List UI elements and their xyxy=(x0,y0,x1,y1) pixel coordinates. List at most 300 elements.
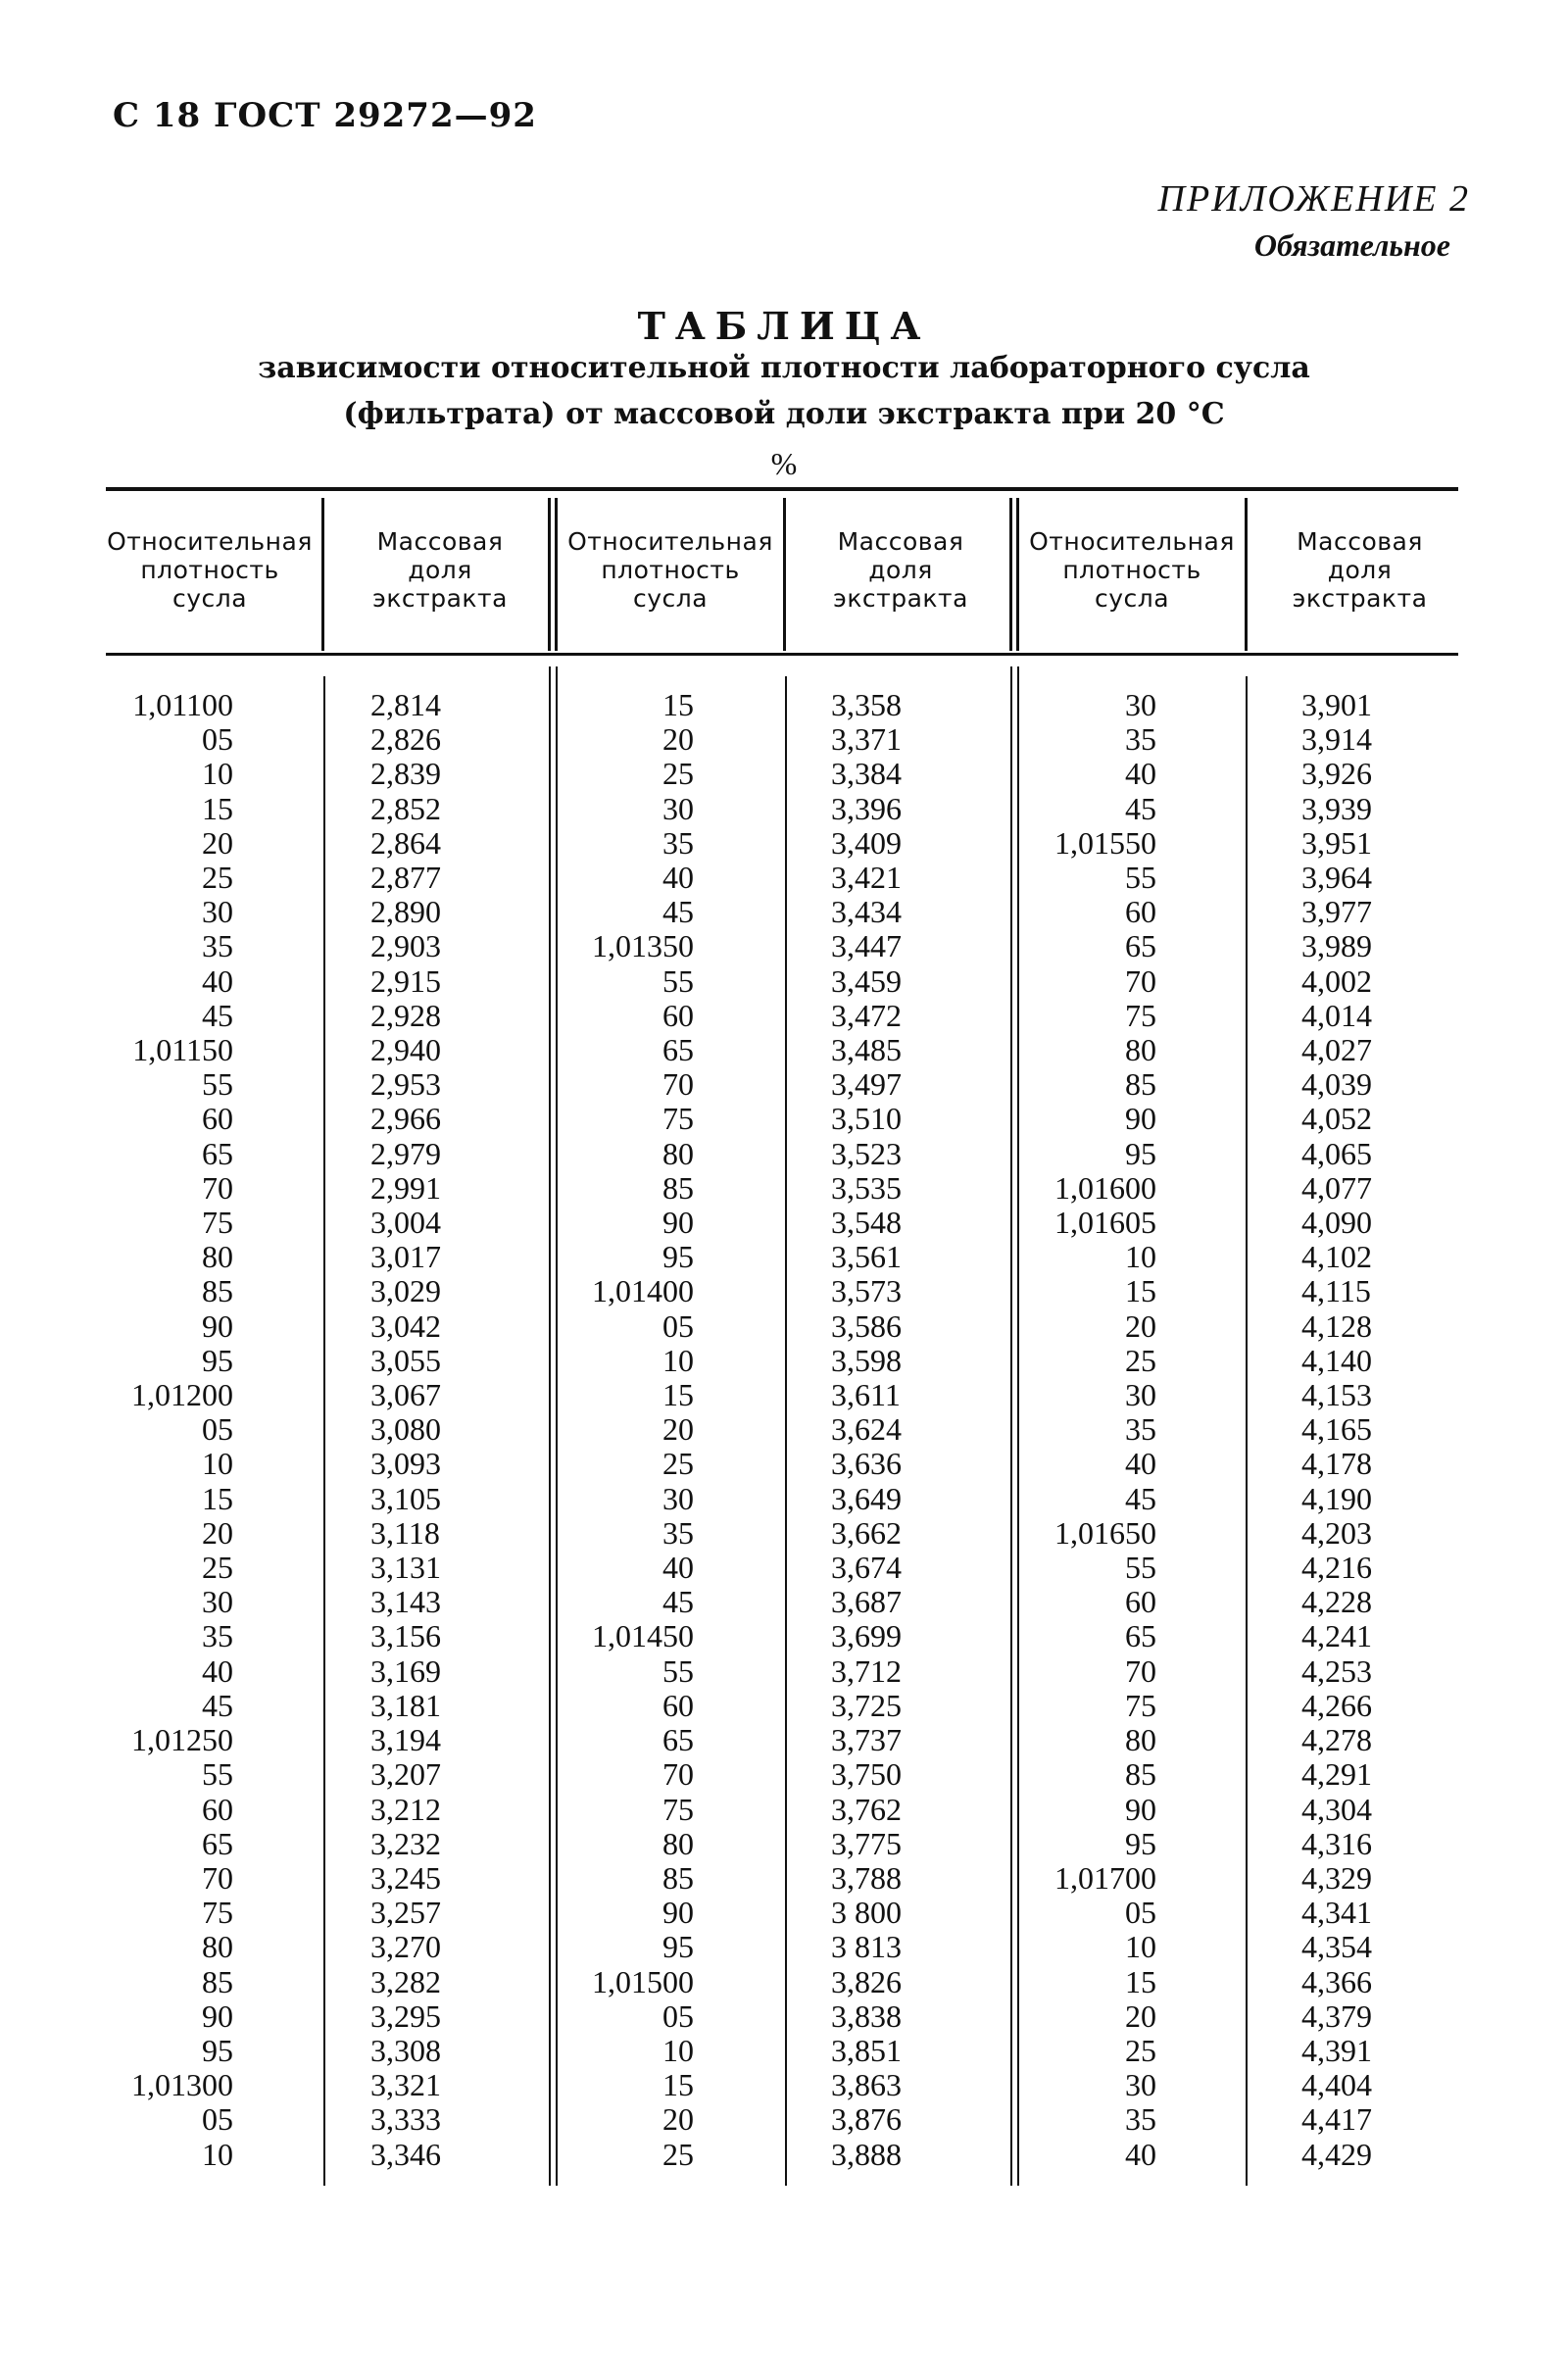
table-cell: 4,140 xyxy=(1301,1342,1372,1378)
table-cell: 60 xyxy=(662,997,694,1033)
header-line: Массовая xyxy=(837,527,964,556)
table-cell: 3,788 xyxy=(831,1859,902,1896)
header-line: сусла xyxy=(172,584,248,613)
table-cell: 1,01400 xyxy=(592,1273,694,1309)
table-cell: 3,067 xyxy=(370,1377,441,1413)
column-header-extract-2 xyxy=(792,527,1009,613)
table-cell: 3,888 xyxy=(831,2136,902,2172)
table-cell: 3,257 xyxy=(370,1895,441,1931)
table-cell: 3,105 xyxy=(370,1480,441,1516)
table-cell: 1,01100 xyxy=(132,687,233,722)
table-cell: 3,586 xyxy=(831,1307,902,1344)
table-cell: 2,953 xyxy=(370,1066,441,1103)
table-cell: 3,447 xyxy=(831,928,902,964)
table-cell: 3 813 xyxy=(831,1929,902,1965)
table-cell: 1,01605 xyxy=(1054,1205,1156,1241)
table-cell: 25 xyxy=(662,1446,694,1482)
table-cell: 3,712 xyxy=(831,1652,902,1689)
table-cell: 4,404 xyxy=(1301,2067,1372,2103)
table-cell: 4,417 xyxy=(1301,2101,1372,2138)
table-cell: 3,308 xyxy=(370,2032,441,2068)
table-cell: 70 xyxy=(1125,1652,1156,1689)
table-cell: 3,826 xyxy=(831,1963,902,1999)
table-cell: 4,203 xyxy=(1301,1514,1372,1551)
column-divider-double xyxy=(555,498,558,651)
table-cell: 85 xyxy=(662,1169,694,1206)
table-cell: 40 xyxy=(662,860,694,896)
table-cell: 10 xyxy=(662,1342,694,1378)
table-cell: 4,266 xyxy=(1301,1687,1372,1723)
table-cell: 15 xyxy=(1125,1273,1156,1309)
table-cell: 10 xyxy=(202,756,233,792)
table-cell: 75 xyxy=(662,1791,694,1827)
column-extract-2 xyxy=(831,688,978,2172)
header-line: доля xyxy=(408,556,472,584)
table-cell: 4,253 xyxy=(1301,1652,1372,1689)
table-cell: 60 xyxy=(662,1687,694,1723)
table-cell: 4,316 xyxy=(1301,1825,1372,1861)
table-cell: 3,131 xyxy=(370,1550,441,1586)
table-cell: 55 xyxy=(202,1066,233,1103)
table-cell: 25 xyxy=(202,860,233,896)
table-cell: 30 xyxy=(662,1480,694,1516)
table-cell: 15 xyxy=(662,687,694,722)
table-cell: 3,029 xyxy=(370,1273,441,1309)
header-line: Массовая xyxy=(376,527,504,556)
table-cell: 1,01550 xyxy=(1054,824,1156,861)
table-cell: 2,979 xyxy=(370,1135,441,1171)
table-cell: 3,876 xyxy=(831,2101,902,2138)
header-line: плотность xyxy=(601,556,740,584)
page-header: С 18 ГОСТ 29272—92 xyxy=(113,96,537,135)
table-cell: 2,839 xyxy=(370,756,441,792)
header-line: экстракта xyxy=(833,584,968,613)
header-line: экстракта xyxy=(372,584,508,613)
table-cell: 85 xyxy=(202,1963,233,1999)
table-cell: 70 xyxy=(1125,962,1156,999)
table-cell: 3,535 xyxy=(831,1169,902,1206)
table-cell: 1,01700 xyxy=(1054,1859,1156,1896)
table-cell: 3,750 xyxy=(831,1756,902,1793)
table-cell: 70 xyxy=(662,1066,694,1103)
table-cell: 05 xyxy=(202,721,233,758)
table-cell: 10 xyxy=(1125,1929,1156,1965)
header-line: Относительная xyxy=(567,527,773,556)
table-cell: 3,674 xyxy=(831,1550,902,1586)
table-cell: 25 xyxy=(1125,1342,1156,1378)
table-cell: 45 xyxy=(202,1687,233,1723)
table-cell: 65 xyxy=(662,1032,694,1068)
table-cell: 2,915 xyxy=(370,962,441,999)
table-cell: 3,939 xyxy=(1301,790,1372,826)
table-cell: 3,017 xyxy=(370,1239,441,1275)
column-header-density-3 xyxy=(1020,527,1244,613)
column-header-extract-3 xyxy=(1254,527,1465,613)
table-cell: 60 xyxy=(202,1791,233,1827)
table-cell: 3,611 xyxy=(831,1377,901,1413)
table-cell: 3,270 xyxy=(370,1929,441,1965)
table-cell: 95 xyxy=(1125,1135,1156,1171)
table-cell: 3,497 xyxy=(831,1066,902,1103)
table-cell: 45 xyxy=(1125,790,1156,826)
table-cell: 3,914 xyxy=(1301,721,1372,758)
table-cell: 4,278 xyxy=(1301,1722,1372,1758)
table-cell: 25 xyxy=(1125,2032,1156,2068)
table-header-rule xyxy=(106,653,1458,656)
table-cell: 4,165 xyxy=(1301,1411,1372,1448)
table-cell: 4,216 xyxy=(1301,1550,1372,1586)
header-line: экстракта xyxy=(1292,584,1428,613)
column-divider xyxy=(783,498,786,651)
table-cell: 70 xyxy=(662,1756,694,1793)
table-cell: 4,002 xyxy=(1301,962,1372,999)
table-cell: 40 xyxy=(662,1550,694,1586)
table-cell: 2,966 xyxy=(370,1101,441,1137)
table-cell: 3,181 xyxy=(370,1687,441,1723)
table-cell: 60 xyxy=(1125,894,1156,930)
table-cell: 3,472 xyxy=(831,997,902,1033)
table-cell: 95 xyxy=(1125,1825,1156,1861)
table-cell: 30 xyxy=(202,1584,233,1620)
column-density-3 xyxy=(1019,688,1156,2172)
table-cell: 3,232 xyxy=(370,1825,441,1861)
table-cell: 3,775 xyxy=(831,1825,902,1861)
column-divider xyxy=(321,498,324,651)
table-cell: 3,194 xyxy=(370,1722,441,1758)
table-cell: 05 xyxy=(202,2101,233,2138)
table-cell: 3,725 xyxy=(831,1687,902,1723)
table-cell: 20 xyxy=(1125,1997,1156,2034)
table-cell: 85 xyxy=(662,1859,694,1896)
table-cell: 75 xyxy=(1125,1687,1156,1723)
table-cell: 15 xyxy=(1125,1963,1156,1999)
column-divider xyxy=(1246,676,1248,2186)
header-line: доля xyxy=(1327,556,1393,584)
table-cell: 35 xyxy=(1125,2101,1156,2138)
table-cell: 3,118 xyxy=(370,1514,440,1551)
table-cell: 3,409 xyxy=(831,824,902,861)
table-cell: 35 xyxy=(662,824,694,861)
table-title-line-2: (фильтрата) от массовой доли экстракта при 20 °С xyxy=(343,397,1225,431)
table-cell: 4,115 xyxy=(1301,1273,1371,1309)
table-top-rule xyxy=(106,487,1458,491)
header-line: Массовая xyxy=(1297,527,1423,556)
table-cell: 3,523 xyxy=(831,1135,902,1171)
table-cell: 3,434 xyxy=(831,894,902,930)
table-cell: 3,384 xyxy=(831,756,902,792)
table-cell: 85 xyxy=(202,1273,233,1309)
table-cell: 55 xyxy=(1125,860,1156,896)
column-extract-3 xyxy=(1301,688,1448,2172)
table-cell: 3,989 xyxy=(1301,928,1372,964)
table-cell: 2,890 xyxy=(370,894,441,930)
table-cell: 3,699 xyxy=(831,1618,902,1654)
table-cell: 3,737 xyxy=(831,1722,902,1758)
table-cell: 3,295 xyxy=(370,1997,441,2034)
table-cell: 65 xyxy=(202,1825,233,1861)
table-cell: 3,636 xyxy=(831,1446,902,1482)
table-cell: 35 xyxy=(202,928,233,964)
table-cell: 4,065 xyxy=(1301,1135,1372,1171)
table-cell: 2,991 xyxy=(370,1169,441,1206)
table-cell: 40 xyxy=(202,1652,233,1689)
table-cell: 3,156 xyxy=(370,1618,441,1654)
header-line: сусла xyxy=(1094,584,1170,613)
table-cell: 4,077 xyxy=(1301,1169,1372,1206)
table-heading: ТАБЛИЦА xyxy=(637,304,931,348)
table-cell: 3,321 xyxy=(370,2067,441,2103)
table-cell: 15 xyxy=(662,1377,694,1413)
table-cell: 3,358 xyxy=(831,687,902,722)
column-divider-double xyxy=(1010,666,1012,2186)
table-cell: 80 xyxy=(202,1929,233,1965)
table-cell: 70 xyxy=(202,1169,233,1206)
table-cell: 35 xyxy=(1125,721,1156,758)
table-cell: 3,510 xyxy=(831,1101,902,1137)
table-cell: 70 xyxy=(202,1859,233,1896)
table-cell: 1,01650 xyxy=(1054,1514,1156,1551)
column-divider xyxy=(785,676,787,2186)
table-cell: 4,014 xyxy=(1301,997,1372,1033)
table-cell: 3,282 xyxy=(370,1963,441,1999)
table-cell: 90 xyxy=(202,1997,233,2034)
table-cell: 2,864 xyxy=(370,824,441,861)
table-cell: 80 xyxy=(1125,1032,1156,1068)
column-density-1 xyxy=(98,688,233,2172)
table-cell: 3,573 xyxy=(831,1273,902,1309)
table-cell: 60 xyxy=(1125,1584,1156,1620)
table-cell: 3,396 xyxy=(831,790,902,826)
table-cell: 2,877 xyxy=(370,860,441,896)
table-cell: 4,241 xyxy=(1301,1618,1372,1654)
table-cell: 35 xyxy=(662,1514,694,1551)
table-cell: 4,366 xyxy=(1301,1963,1372,1999)
column-divider-double xyxy=(1009,498,1012,651)
table-cell: 20 xyxy=(662,2101,694,2138)
table-cell: 30 xyxy=(1125,2067,1156,2103)
header-line: доля xyxy=(868,556,933,584)
table-cell: 3,838 xyxy=(831,1997,902,2034)
table-cell: 4,391 xyxy=(1301,2032,1372,2068)
table-cell: 05 xyxy=(662,1307,694,1344)
table-cell: 4,228 xyxy=(1301,1584,1372,1620)
table-cell: 55 xyxy=(202,1756,233,1793)
table-cell: 3,687 xyxy=(831,1584,902,1620)
table-cell: 10 xyxy=(202,1446,233,1482)
table-cell: 2,940 xyxy=(370,1032,441,1068)
table-cell: 3,977 xyxy=(1301,894,1372,930)
table-cell: 95 xyxy=(662,1929,694,1965)
column-divider xyxy=(323,676,325,2186)
table-cell: 4,341 xyxy=(1301,1895,1372,1931)
table-cell: 3,459 xyxy=(831,962,902,999)
table-cell: 25 xyxy=(202,1550,233,1586)
table-cell: 3,245 xyxy=(370,1859,441,1896)
table-cell: 20 xyxy=(202,824,233,861)
table-cell: 45 xyxy=(662,894,694,930)
header-line: сусла xyxy=(632,584,709,613)
table-cell: 20 xyxy=(1125,1307,1156,1344)
table-cell: 75 xyxy=(202,1895,233,1931)
table-cell: 15 xyxy=(202,1480,233,1516)
column-header-density-1 xyxy=(98,527,321,613)
table-cell: 65 xyxy=(1125,1618,1156,1654)
column-header-density-2 xyxy=(559,527,782,613)
table-cell: 35 xyxy=(202,1618,233,1654)
table-cell: 3,561 xyxy=(831,1239,902,1275)
table-cell: 4,027 xyxy=(1301,1032,1372,1068)
table-cell: 3,624 xyxy=(831,1411,902,1448)
table-cell: 4,102 xyxy=(1301,1239,1372,1275)
table-cell: 3,004 xyxy=(370,1205,441,1241)
table-cell: 65 xyxy=(202,1135,233,1171)
table-cell: 75 xyxy=(662,1101,694,1137)
table-cell: 4,178 xyxy=(1301,1446,1372,1482)
table-cell: 3,042 xyxy=(370,1307,441,1344)
table-cell: 2,826 xyxy=(370,721,441,758)
table-cell: 95 xyxy=(202,1342,233,1378)
table-cell: 20 xyxy=(662,721,694,758)
table-cell: 55 xyxy=(662,962,694,999)
table-cell: 4,304 xyxy=(1301,1791,1372,1827)
table-cell: 4,354 xyxy=(1301,1929,1372,1965)
table-cell: 4,128 xyxy=(1301,1307,1372,1344)
table-cell: 1,01350 xyxy=(592,928,694,964)
table-cell: 30 xyxy=(1125,1377,1156,1413)
table-cell: 2,814 xyxy=(370,687,441,722)
table-cell: 3,421 xyxy=(831,860,902,896)
table-cell: 40 xyxy=(1125,756,1156,792)
table-cell: 55 xyxy=(1125,1550,1156,1586)
table-cell: 3,863 xyxy=(831,2067,902,2103)
table-cell: 95 xyxy=(662,1239,694,1275)
table-cell: 40 xyxy=(1125,2136,1156,2172)
table-cell: 3,964 xyxy=(1301,860,1372,896)
table-cell: 3,662 xyxy=(831,1514,902,1551)
table-cell: 05 xyxy=(662,1997,694,2034)
table-cell: 65 xyxy=(1125,928,1156,964)
appendix-label xyxy=(1158,174,1470,267)
table-cell: 30 xyxy=(662,790,694,826)
table-cell: 1,01150 xyxy=(132,1032,233,1068)
table-cell: 15 xyxy=(202,790,233,826)
table-cell: 3,333 xyxy=(370,2101,441,2138)
table-cell: 25 xyxy=(662,2136,694,2172)
appendix-title: ПРИЛОЖЕНИЕ 2 xyxy=(1157,178,1470,220)
table-cell: 3,169 xyxy=(370,1652,441,1689)
table-cell: 80 xyxy=(202,1239,233,1275)
table-cell: 3,093 xyxy=(370,1446,441,1482)
header-line: плотность xyxy=(140,556,279,584)
table-cell: 4,052 xyxy=(1301,1101,1372,1137)
table-cell: 75 xyxy=(202,1205,233,1241)
column-divider xyxy=(1245,498,1248,651)
table-cell: 80 xyxy=(1125,1722,1156,1758)
table-cell: 95 xyxy=(202,2032,233,2068)
table-cell: 3,143 xyxy=(370,1584,441,1620)
table-cell: 10 xyxy=(202,2136,233,2172)
table-cell: 2,903 xyxy=(370,928,441,964)
table-cell: 3 800 xyxy=(831,1895,902,1931)
table-cell: 15 xyxy=(662,2067,694,2103)
table-cell: 1,01200 xyxy=(131,1377,233,1413)
table-cell: 20 xyxy=(202,1514,233,1551)
table-cell: 10 xyxy=(662,2032,694,2068)
table-cell: 80 xyxy=(662,1825,694,1861)
table-cell: 3,207 xyxy=(370,1756,441,1793)
table-cell: 3,346 xyxy=(370,2136,441,2172)
table-cell: 4,090 xyxy=(1301,1205,1372,1241)
header-line: плотность xyxy=(1062,556,1201,584)
table-cell: 4,429 xyxy=(1301,2136,1372,2172)
table-cell: 2,928 xyxy=(370,997,441,1033)
table-cell: 90 xyxy=(1125,1101,1156,1137)
table-cell: 4,153 xyxy=(1301,1377,1372,1413)
table-cell: 40 xyxy=(202,962,233,999)
column-extract-1 xyxy=(370,688,517,2172)
table-cell: 3,055 xyxy=(370,1342,441,1378)
table-cell: 90 xyxy=(1125,1791,1156,1827)
table-cell: 1,01450 xyxy=(592,1618,694,1654)
table-cell: 80 xyxy=(662,1135,694,1171)
table-cell: 4,039 xyxy=(1301,1066,1372,1103)
table-cell: 90 xyxy=(662,1205,694,1241)
table-cell: 45 xyxy=(662,1584,694,1620)
table-title-line-1: зависимости относительной плотности лабораторного сусла xyxy=(258,351,1310,385)
table-cell: 25 xyxy=(662,756,694,792)
table-cell: 65 xyxy=(662,1722,694,1758)
table-cell: 30 xyxy=(1125,687,1156,722)
header-line: Относительная xyxy=(107,527,313,556)
table-cell: 35 xyxy=(1125,1411,1156,1448)
table-cell: 60 xyxy=(202,1101,233,1137)
table-cell: 05 xyxy=(202,1411,233,1448)
table-cell: 3,598 xyxy=(831,1342,902,1378)
table-cell: 85 xyxy=(1125,1066,1156,1103)
table-cell: 05 xyxy=(1125,1895,1156,1931)
table-cell: 3,485 xyxy=(831,1032,902,1068)
table-cell: 3,548 xyxy=(831,1205,902,1241)
table-cell: 75 xyxy=(1125,997,1156,1033)
table-cell: 90 xyxy=(662,1895,694,1931)
table-cell: 4,190 xyxy=(1301,1480,1372,1516)
table-cell: 55 xyxy=(662,1652,694,1689)
table-cell: 3,649 xyxy=(831,1480,902,1516)
table-cell: 40 xyxy=(1125,1446,1156,1482)
table-cell: 2,852 xyxy=(370,790,441,826)
table-cell: 90 xyxy=(202,1307,233,1344)
table-cell: 3,212 xyxy=(370,1791,441,1827)
table-cell: 3,762 xyxy=(831,1791,902,1827)
table-cell: 30 xyxy=(202,894,233,930)
table-cell: 45 xyxy=(1125,1480,1156,1516)
table-cell: 4,291 xyxy=(1301,1756,1372,1793)
appendix-status: Обязательное xyxy=(1253,227,1450,264)
table-cell: 3,901 xyxy=(1301,687,1372,722)
table-cell: 1,01300 xyxy=(131,2067,233,2103)
column-divider-double xyxy=(1016,498,1019,651)
table-cell: 1,01250 xyxy=(131,1722,233,1758)
table-cell: 4,379 xyxy=(1301,1997,1372,2034)
unit-label: % xyxy=(770,446,798,481)
table-cell: 10 xyxy=(1125,1239,1156,1275)
table-cell: 20 xyxy=(662,1411,694,1448)
column-header-extract-1 xyxy=(331,527,549,613)
table-cell: 1,01500 xyxy=(592,1963,694,1999)
table-cell: 3,926 xyxy=(1301,756,1372,792)
table-cell: 4,329 xyxy=(1301,1859,1372,1896)
table-cell: 85 xyxy=(1125,1756,1156,1793)
